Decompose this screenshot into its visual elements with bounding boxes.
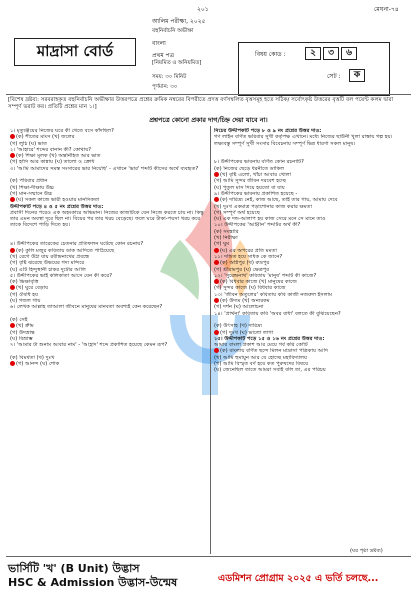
left-line: (ঘ) সকল কাজে ভারী হওয়ার মানসিকতা xyxy=(10,197,208,203)
left-line: (ক) পরিবার প্রধান xyxy=(10,178,48,185)
board-title: মাদ্রাসা বোর্ড xyxy=(14,38,136,66)
answer-dot xyxy=(214,348,219,353)
answer-dot xyxy=(10,285,15,290)
paper-type: [নিয়মিত ও অনিয়মিত] xyxy=(152,60,202,66)
right-line: (ক) দারিদ্র্য নেই, কাজ আছে, তাই তার গায়, আমায় দেবে xyxy=(214,197,410,203)
left-line: (ক) ভিক্ষাবৃত্তি xyxy=(10,279,39,286)
right-line: (ক) বাংলায় বর্ণিত ছন্দে মিলন মাদ্রাসা পত্রিকায় আদি xyxy=(214,348,410,354)
right-line: (গ) শ্রীরামপুর (ঘ) ক্ষেত্রপুর xyxy=(214,266,270,273)
right-line: (ক) উদ্যম (খ) অন্যরকম xyxy=(214,298,410,304)
left-line: ৭। 'আমার টা শুনাম আবার নাম' - 'আহ্লাদ' শব্দে প্রকাশিত হয়েছে কেমন রূপ? xyxy=(10,342,168,349)
left-line: (ক) শীতের মাংস (খ) জলের xyxy=(10,134,208,140)
code-digit-3: ৬ xyxy=(341,47,357,60)
right-line: (ক) অগ্নিপুর (খ) রুদ্রপুর xyxy=(214,260,410,266)
column-divider xyxy=(210,126,211,554)
answer-dot xyxy=(214,172,219,177)
left-line: (খ) ঘুরে বেড়ায় xyxy=(10,285,208,291)
left-line: (ঘ) গজল গায় xyxy=(10,298,41,305)
left-line: (গ) লুচি (ঘ) ভাত xyxy=(10,140,48,147)
answer-dot xyxy=(214,260,219,265)
footer-divider xyxy=(6,556,411,557)
special-notice: [বিশেষ দ্রষ্টব্য: সরবরাহকৃত বহুনির্বাচনি অভীক্ষার উত্তরপত্রে প্রশ্নের ক্রমিক নম্বরের বিপরীতে প্রদত্ত বর্ণসম্বলিত বৃত্তসমূহ হতে সঠিক/ সর্বোৎকৃষ্ট উত্তরের বৃত্তটি বল পয়েন্ট কলম দ্বারা সম্পূর্ণ ভরাট কর। প্রতিটি প্রশ্নের মান ১।] xyxy=(8,97,394,110)
right-line: (ঘ) এর অপরের প্রতি মমতা xyxy=(214,248,410,254)
right-line: (খ) দুঃখ একমাত্র পড়াশোনার কাজ করার ক্ষমতা xyxy=(214,203,312,210)
code-digit-1: ২ xyxy=(305,47,321,60)
left-line: (ক) কুলি মজুর কবিতায় ডাক আদিতে পাঠিয়েছে xyxy=(10,248,208,254)
exam-section: বহুনির্বাচনি অভীক্ষা xyxy=(152,28,194,34)
answer-dot xyxy=(10,134,15,139)
left-line: ১। মৃত্যুঞ্জয়ের নিজের ঘরে কী খেতে বসে কাঁদছিল? xyxy=(10,128,114,134)
right-line: (গ) দুঃখ (ঘ) ভালো লাগা xyxy=(214,330,410,336)
right-line: ১০। উদ্দীপকের 'আহ্বান' শব্দটির অর্থ কী? xyxy=(214,222,301,229)
left-line: (ঘ) এটি হিন্দুস্থানী চাকর দুটোর আলি xyxy=(10,266,86,273)
right-line: (ক) সংস্কারি xyxy=(214,228,239,235)
answer-dot xyxy=(10,197,15,202)
subject: বাংলা xyxy=(152,40,166,47)
answer-dot xyxy=(10,323,15,328)
left-line: (গ) হাসি আর কান্নায় (ঘ) তালো ও ক্রোধ xyxy=(10,159,95,166)
time-limit: সময়: ৩০ মিনিট xyxy=(152,74,187,80)
footer-left-line2: HSC & Admission উদ্ভাস-উন্মেষ xyxy=(8,576,178,589)
right-line: ১১। দন্ডিত হয়ে সাধক কে জানে? xyxy=(214,253,283,260)
answer-dot xyxy=(10,248,15,253)
right-line: ১৪। 'প্রার্থনা' কবিতায় কবি 'অবর বাধা' বলতে কী বুঝিয়েছেন? xyxy=(214,310,341,317)
left-line: ৪। উদ্দীপকের তারেকের চেতনার প্রতিফলন ঘটেছে কোন রচনায়? xyxy=(10,241,144,248)
code-digit-2: ৩ xyxy=(323,47,339,60)
header-divider xyxy=(6,94,411,95)
paper-code: মেঘনা-৭৪ xyxy=(374,6,399,13)
right-line: (খ) নিরীক্ষা xyxy=(214,235,238,242)
left-line: ৩। 'আমি আমাদের সমস্ত সংসারের ভার নিয়েছি' - এখানে 'ভার' শব্দটি কীসের অর্থে ব্যবহৃত? xyxy=(10,165,199,172)
right-line: (খ) আমি হুমায়ুন আর যে হোচ্ছে মহাবিদ্যালয় xyxy=(214,354,308,361)
footer-left-line1: ভার্সিটি 'খ' (B Unit) উদ্ভাস xyxy=(8,562,140,575)
right-line: (গ) আমি সুন্দর জীবন দরবেশ হচ্ছে xyxy=(214,178,286,185)
left-line: (গ) ঔষধি হয় xyxy=(10,291,39,298)
right-line: ৮। উদ্দীপকের ভাবনায় বর্ণিত কোন রচনাটি? xyxy=(214,159,304,166)
right-line: (ক) নিজের ছেড়ে ধরনীতে ডাকিল xyxy=(214,165,285,172)
left-line: (ক) শিক্ষা মূলক (খ) অন্তর্নিহিত আর ভাত xyxy=(10,153,208,159)
answer-dot xyxy=(214,330,219,335)
right-line: (ঘ) পুতুল মাস দিয়ে হয়তো বা যায় xyxy=(214,184,285,191)
answer-dot xyxy=(214,197,219,202)
right-line: (ঘ) জেনেছিল তাতে আমরা সবাই বলি তা, এর পরিচয় xyxy=(214,367,326,374)
right-column xyxy=(214,128,410,374)
right-line: (ক) বিধবার কাজে (খ) মানুষের কাজে xyxy=(214,279,410,285)
right-line: (গ) ঘুম xyxy=(214,241,230,248)
answer-dot xyxy=(214,298,219,303)
right-line: আমার বাংলা প্রকাশ আর মেয়ে গর্ব করি কোটি xyxy=(214,342,308,349)
right-line: (ক) উৎসাহ (খ) দারিদ্র্য xyxy=(214,323,263,330)
right-line: গণ লাইন বর্ণিত ভরিবার সুখী কর্তৃপক্ষ এখানে। মধ্যে নিজের ছাউনী খুলা রাস্তায় গল্প হয়। লক্ষ্যবস্তু সম্পূর্ণ সুখী সংসার বিবেচনায় সম্পূর্ণ ভিন্ন ধারণা সকল মানুষ। xyxy=(214,134,393,147)
set-label: সেট : xyxy=(327,73,341,80)
left-line: প্রবাসী দিনের পরেও এক অহংকারে অভিমান। নিজের কাজটিকে যেন নিজে করতে চায় না। কিন্তু তার এমন অবস্থা দূরে ছিল না। বিয়ের পর তার খরচ বেড়েছে। ফলে ঘরে টাকা-পয়সা খরচ করে তাকে বিদেশে পাড়ি দিতে হয়। xyxy=(10,209,204,229)
left-line: (গ) বৃষ্টি ঝরেছে উভয়ের গদ্য মন্দিরে xyxy=(10,260,85,267)
answer-dot xyxy=(10,361,15,366)
right-line: (খ) বৃষ্টি এলো, খাঁচা আবার খোলা xyxy=(214,172,410,178)
left-line: ৬। লেখক আল্লাহ তাআলা জীবনে মানুষের মানবতা অবশ্যই কেন করেছেন? xyxy=(10,304,163,311)
right-line: ১৫। উদ্দীপকটি পড়ে ১৫ ও ১৬ নং প্রশ্নের উত্তর দাও: xyxy=(214,335,325,342)
left-line: (ক) সেই xyxy=(10,316,28,323)
right-line: (গ) দর্শন (ঘ) আলোচনা xyxy=(214,304,264,311)
right-line: ৯। উদ্দীপকের ভাবনায় প্রকাশিত হয়েছে - xyxy=(214,190,298,197)
right-line: ১৩। 'জীবন অতুলের' কবিতায় কবি কাজী নজরুল ইসলাম xyxy=(214,291,332,298)
left-line: (গ) আনন্দ (ঘ) শোক xyxy=(10,361,208,367)
footer-right: এডমিশন প্রোগ্রাম ২০২৫ এ ভর্তি চলছে... xyxy=(218,573,379,584)
left-line: উদ্দীপকটি পড়ে ৪ ও ৫ নং প্রশ্নের উত্তর দাও: xyxy=(10,203,104,210)
right-line: (গ) আমি বিস্মৃত বর্ণ হয়ে কত পুরুষদের বিষয়ে xyxy=(214,360,309,367)
left-line: (গ) উদভ্রান্ত xyxy=(10,329,35,336)
answer-dot xyxy=(10,153,15,158)
set-value: ক xyxy=(349,69,365,82)
subject-code-box xyxy=(238,42,390,96)
page-turn-note: (ঘর পৃষ্ঠা দ্রষ্টব্য) xyxy=(350,548,383,554)
right-line: নিচের উদ্দীপকটি পড়ে ৮ ও ৯ নং প্রশ্নের উত্তর দাও: xyxy=(214,128,322,134)
left-line: ২। 'আহারে' শব্দের বানান কী? কোথায়? xyxy=(10,146,92,153)
right-line: ১২। 'সুরেন্দ্রনাথ' কবিতায় 'মানুষ' শব্দটি কী কাজে? xyxy=(214,272,317,279)
left-line: (ক) বিমর্ষতা (খ) দুঃখ xyxy=(10,354,55,361)
right-line: (গ) সম্পূর্ণ অর্থ হয়েছে xyxy=(214,209,260,216)
answer-dot xyxy=(214,279,219,284)
left-line: (খ) রেগে উঠা যায় রবীন্দ্রনাথের প্রবন্ধে xyxy=(10,253,90,260)
instruction-line: প্রশ্নপত্রে কোনো প্রকার দাগ/চিহ্ন দেয়া যাবে না। xyxy=(149,116,268,124)
paper: প্রথম পত্র xyxy=(152,52,175,59)
code-label: বিষয় কোড : xyxy=(255,51,286,58)
answer-dot xyxy=(214,248,219,253)
left-line: (ঘ) বিভ্রাম্ভ xyxy=(10,335,33,342)
left-column xyxy=(10,128,208,367)
exam-title: আলিম পরীক্ষা, ২০২৫ xyxy=(152,18,206,25)
page-number: ২০১ xyxy=(197,6,209,13)
left-line: ৫। উদ্দীপকের ভাই কলিকাতা আসে যেন কী করে? xyxy=(10,272,112,279)
left-line: (গ) মান-সম্মানে উচ্চ xyxy=(10,190,53,197)
left-line: (খ) শিক্ষা-দীক্ষায় উচ্চ xyxy=(10,184,55,191)
right-line: (গ) সুন্দর কাজে (ঘ) বিধবার কাজে xyxy=(214,285,286,292)
right-line: (ঘ) এক দন্ড-আলাপ হয় কাজ সেরে মনে সে মানে তাও xyxy=(214,216,326,223)
left-line: (খ) ক্রীম xyxy=(10,323,208,329)
full-marks: পূর্ণমান: ৩০ xyxy=(152,84,178,90)
